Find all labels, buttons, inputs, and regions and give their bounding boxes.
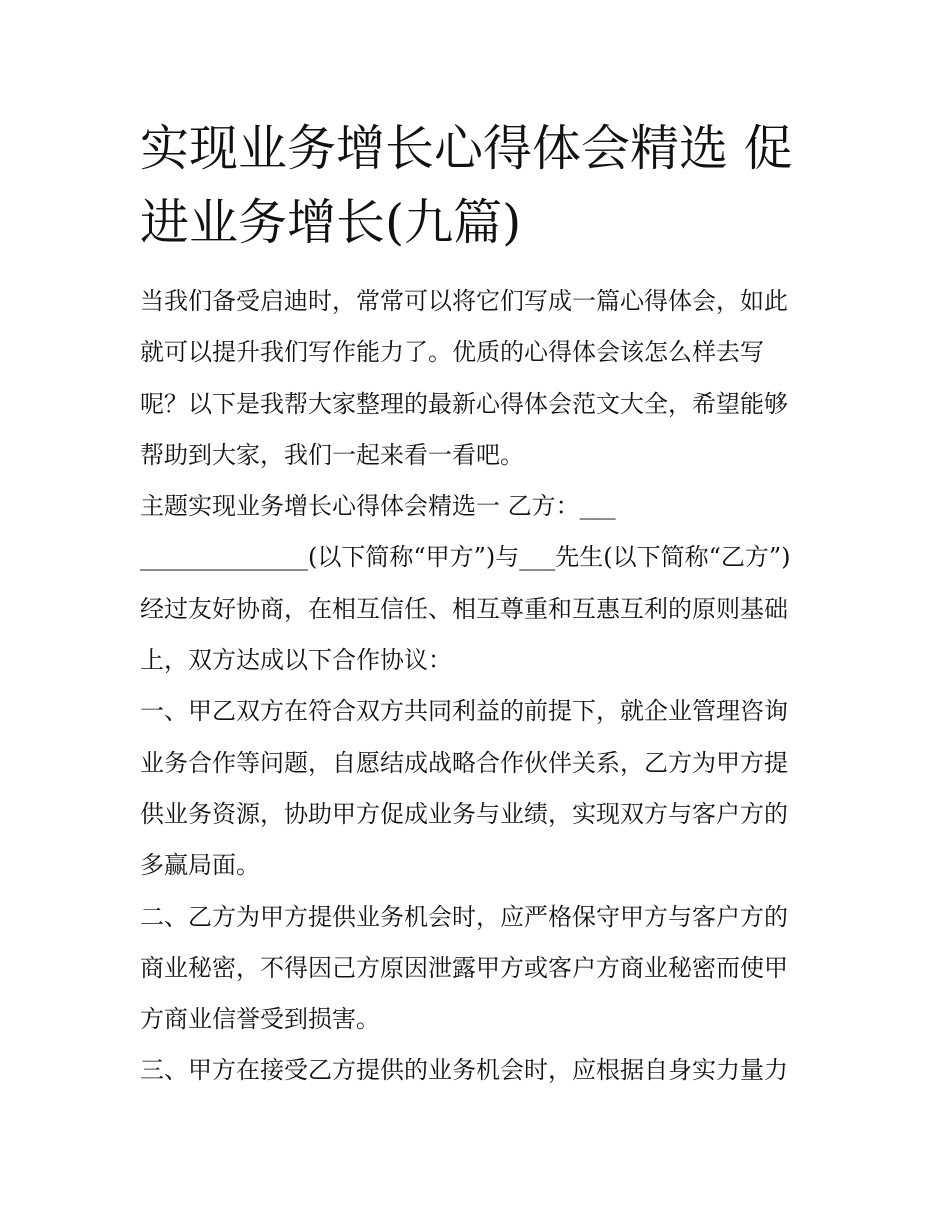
title-line: 进业务增长(九篇) — [140, 194, 522, 251]
body-line: ______________(以下简称“甲方”)与___先生(以下简称“乙方”) — [140, 543, 791, 572]
body-line: 就可以提升我们写作能力了。优质的心得体会该怎么样去写 — [140, 338, 764, 367]
document-title — [140, 112, 820, 260]
body-line: 多赢局面。 — [140, 851, 260, 880]
body-line: 一、甲乙双方在符合双方共同利益的前提下，就企业管理咨询 — [140, 697, 788, 726]
body-line: 上，双方达成以下合作协议： — [140, 646, 452, 675]
body-line: 二、乙方为甲方提供业务机会时，应严格保守甲方与客户方的 — [140, 902, 788, 931]
body-line: 供业务资源，协助甲方促成业务与业绩，实现双方与客户方的 — [140, 799, 788, 828]
body-line: 商业秘密，不得因己方原因泄露甲方或客户方商业秘密而使甲 — [140, 953, 788, 982]
document-body — [140, 276, 820, 1097]
body-line: 三、甲方在接受乙方提供的业务机会时，应根据自身实力量力 — [140, 1056, 788, 1085]
body-line: 主题实现业务增长心得体会精选一 乙方：___ — [140, 492, 616, 521]
title-line: 实现业务增长心得体会精选 促 — [140, 120, 793, 177]
body-line: 业务合作等问题，自愿结成战略合作伙伴关系，乙方为甲方提 — [140, 748, 788, 777]
body-line: 当我们备受启迪时，常常可以将它们写成一篇心得体会，如此 — [140, 287, 788, 315]
body-line: 帮助到大家，我们一起来看一看吧。 — [140, 440, 524, 469]
body-line: 经过友好协商，在相互信任、相互尊重和互惠互利的原则基础 — [140, 594, 788, 623]
body-line: 方商业信誉受到损害。 — [140, 1005, 380, 1034]
body-line: 呢？以下是我帮大家整理的最新心得体会范文大全，希望能够 — [140, 389, 788, 418]
